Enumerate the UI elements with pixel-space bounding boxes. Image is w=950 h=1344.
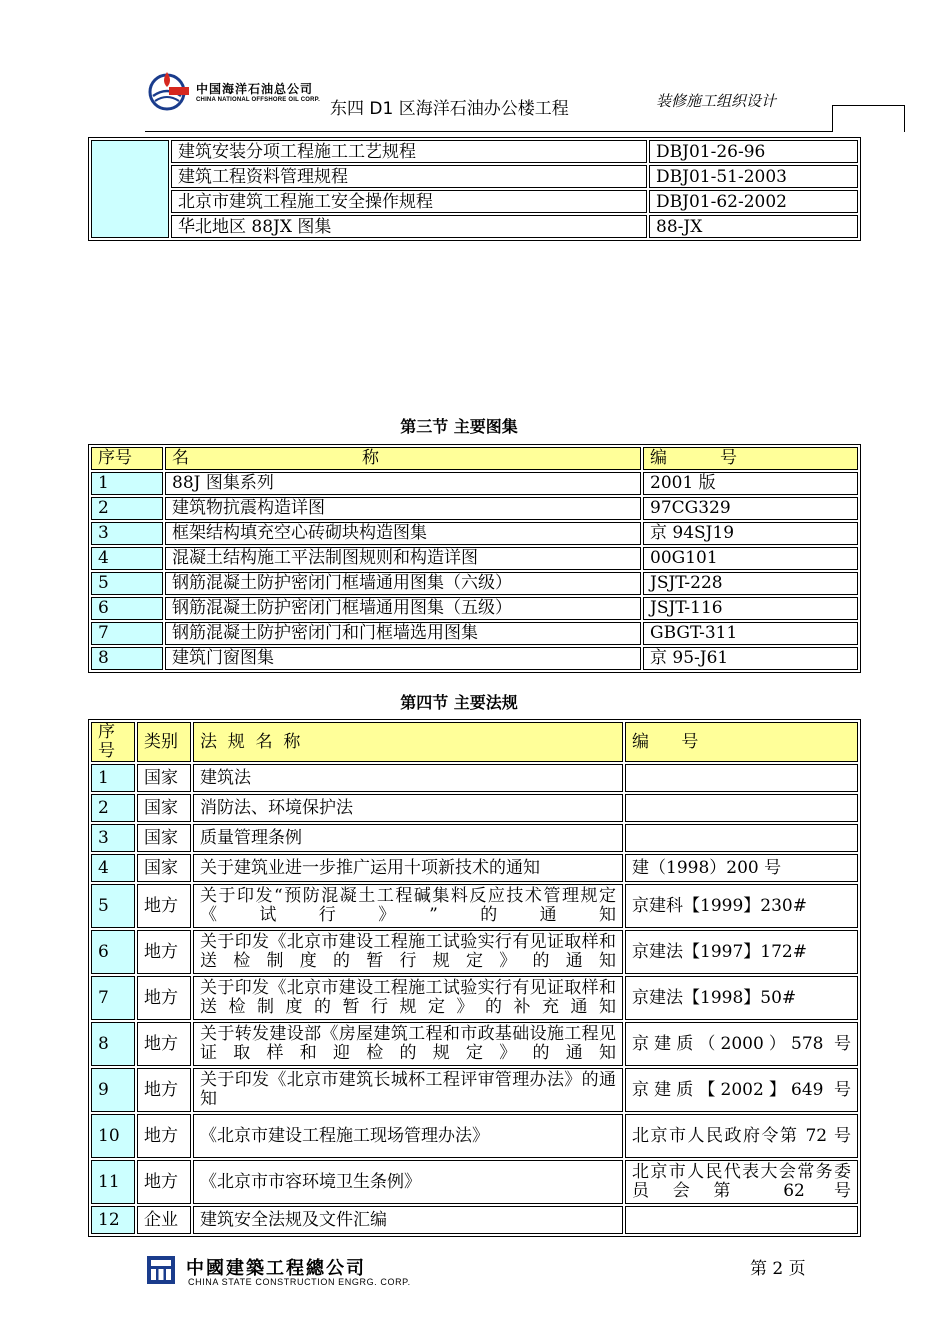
row-no: 6 [91, 597, 163, 620]
row-no: 2 [91, 497, 163, 520]
row-name: 钢筋混凝土防护密闭门和门框墙选用图集 [165, 622, 641, 645]
row-category: 地方 [137, 1160, 191, 1204]
row-name: 关于建筑业进一步推广运用十项新技术的通知 [193, 854, 623, 882]
row-name: 关于印发《北京市建设工程施工试验实行有见证取样和送检制度的暂行规定》的通知 [193, 930, 623, 974]
table-row [91, 472, 858, 495]
row-no: 8 [91, 647, 163, 670]
row-no: 6 [91, 930, 135, 974]
row-category: 地方 [137, 976, 191, 1020]
header-document-title: 装修施工组织设计 [656, 92, 777, 110]
header-no: 序号 [91, 447, 163, 470]
row-code: JSJT-116 [643, 597, 858, 620]
header-no: 序号 [91, 722, 135, 762]
cnooc-logo-icon [145, 68, 189, 112]
table-row [91, 1022, 858, 1066]
cscec-logo-icon [147, 1256, 175, 1284]
row-no: 12 [91, 1206, 135, 1234]
table-row [91, 1068, 858, 1112]
table-header-row [91, 722, 858, 762]
header-rule [145, 131, 832, 132]
atlas-table [88, 444, 861, 673]
table-row [91, 547, 858, 570]
row-name: 《北京市市容环境卫生条例》 [193, 1160, 623, 1204]
row-name: 关于转发建设部《房屋建筑工程和市政基础设施工程见证取样和迎检的规定》的通知 [193, 1022, 623, 1066]
header-category: 类别 [137, 722, 191, 762]
row-code: 北京市人民代表大会常务委员会第 62 号 [625, 1160, 858, 1204]
row-code [625, 794, 858, 822]
row-category: 地方 [137, 930, 191, 974]
table-row [91, 572, 858, 595]
row-no: 4 [91, 854, 135, 882]
header-company-en: CHINA NATIONAL OFFSHORE OIL CORP. [196, 97, 320, 103]
table-row [91, 647, 858, 670]
row-no: 2 [91, 794, 135, 822]
row-code: 京建质【2002】649 号 [625, 1068, 858, 1112]
header-company-cn: 中国海洋石油总公司 [196, 82, 314, 96]
row-no: 7 [91, 622, 163, 645]
row-name: 《北京市建设工程施工现场管理办法》 [193, 1114, 623, 1158]
row-name: 消防法、环境保护法 [193, 794, 623, 822]
row-no: 10 [91, 1114, 135, 1158]
table-row [91, 165, 858, 188]
table-row [91, 622, 858, 645]
row-name: 关于印发“预防混凝土工程碱集料反应技术管理规定《试行》”的通知 [193, 884, 623, 928]
row-category: 地方 [137, 1022, 191, 1066]
table-row [91, 794, 858, 822]
header-name-a: 名 [172, 448, 189, 468]
row-no: 1 [91, 764, 135, 792]
row-no: 4 [91, 547, 163, 570]
row-category: 国家 [137, 764, 191, 792]
row-code: GBGT-311 [643, 622, 858, 645]
row-code [625, 824, 858, 852]
footer-company-cn: 中國建築工程總公司 [186, 1258, 366, 1279]
row-no: 5 [91, 884, 135, 928]
section-3-title: 第三节 主要图集 [400, 417, 518, 436]
table-row [91, 215, 858, 238]
header-code-a: 编 [650, 448, 667, 468]
table-row [91, 884, 858, 928]
row-code: 京建科【1999】230# [625, 884, 858, 928]
row-code: 京建质（2000）578 号 [625, 1022, 858, 1066]
row-category: 企业 [137, 1206, 191, 1234]
header-name-b: 称 [362, 448, 379, 468]
footer-company-en: CHINA STATE CONSTRUCTION ENGRG. CORP. [188, 1277, 411, 1287]
header-corner-box [832, 105, 905, 132]
row-code: 京建法【1997】172# [625, 930, 858, 974]
table-row [91, 190, 858, 213]
row-name: 框架结构填充空心砖砌块构造图集 [165, 522, 641, 545]
row-code: 京建法【1998】50# [625, 976, 858, 1020]
standard-code: 88-JX [649, 215, 858, 238]
index-cell-merged [91, 140, 169, 238]
header-code: 编 号 [625, 722, 858, 762]
row-code: 京 94SJ19 [643, 522, 858, 545]
row-name: 建筑门窗图集 [165, 647, 641, 670]
row-code: 97CG329 [643, 497, 858, 520]
row-code: 建（1998）200 号 [625, 854, 858, 882]
header-code-b: 号 [720, 448, 737, 468]
row-category: 国家 [137, 854, 191, 882]
standards-table-continued [88, 137, 861, 241]
row-code: 京 95-J61 [643, 647, 858, 670]
row-no: 1 [91, 472, 163, 495]
row-code: 2001 版 [643, 472, 858, 495]
row-category: 国家 [137, 824, 191, 852]
regulations-table [88, 719, 861, 1237]
row-no: 11 [91, 1160, 135, 1204]
row-code: 00G101 [643, 547, 858, 570]
row-category: 地方 [137, 1114, 191, 1158]
row-category: 地方 [137, 1068, 191, 1112]
header-project-title: 东四 D1 区海洋石油办公楼工程 [330, 99, 569, 119]
row-category: 国家 [137, 794, 191, 822]
row-code: JSJT-228 [643, 572, 858, 595]
table-row [91, 854, 858, 882]
row-no: 9 [91, 1068, 135, 1112]
standard-code: DBJ01-51-2003 [649, 165, 858, 188]
row-name: 建筑法 [193, 764, 623, 792]
row-category: 地方 [137, 884, 191, 928]
row-no: 3 [91, 824, 135, 852]
row-no: 3 [91, 522, 163, 545]
row-name: 混凝土结构施工平法制图规则和构造详图 [165, 547, 641, 570]
standard-code: DBJ01-62-2002 [649, 190, 858, 213]
row-name: 关于印发《北京市建设工程施工试验实行有见证取样和送检制度的暂行规定》的补充通知 [193, 976, 623, 1020]
table-row [91, 976, 858, 1020]
row-name: 质量管理条例 [193, 824, 623, 852]
row-name: 88J 图集系列 [165, 472, 641, 495]
row-code [625, 764, 858, 792]
header-code [643, 447, 858, 470]
row-no: 7 [91, 976, 135, 1020]
row-name: 建筑安全法规及文件汇编 [193, 1206, 623, 1234]
row-no: 5 [91, 572, 163, 595]
table-row [91, 140, 858, 163]
standard-name: 北京市建筑工程施工安全操作规程 [171, 190, 647, 213]
table-row [91, 522, 858, 545]
header-name [165, 447, 641, 470]
table-row [91, 824, 858, 852]
table-row [91, 497, 858, 520]
table-row [91, 764, 858, 792]
header-name: 法 规 名 称 [193, 722, 623, 762]
row-name: 关于印发《北京市建筑长城杯工程评审管理办法》的通知 [193, 1068, 623, 1112]
table-row [91, 1160, 858, 1204]
table-header-row [91, 447, 858, 470]
row-name: 钢筋混凝土防护密闭门框墙通用图集（六级） [165, 572, 641, 595]
row-no: 8 [91, 1022, 135, 1066]
table-row [91, 1114, 858, 1158]
table-row [91, 1206, 858, 1234]
row-code [625, 1206, 858, 1234]
standard-name: 建筑工程资料管理规程 [171, 165, 647, 188]
row-code: 北京市人民政府令第 72 号 [625, 1114, 858, 1158]
section-4-title: 第四节 主要法规 [400, 693, 518, 712]
row-name: 建筑物抗震构造详图 [165, 497, 641, 520]
standard-name: 建筑安装分项工程施工工艺规程 [171, 140, 647, 163]
table-row [91, 930, 858, 974]
standard-name: 华北地区 88JX 图集 [171, 215, 647, 238]
standard-code: DBJ01-26-96 [649, 140, 858, 163]
table-row [91, 597, 858, 620]
row-name: 钢筋混凝土防护密闭门框墙通用图集（五级） [165, 597, 641, 620]
page-number: 第 2 页 [750, 1259, 806, 1279]
